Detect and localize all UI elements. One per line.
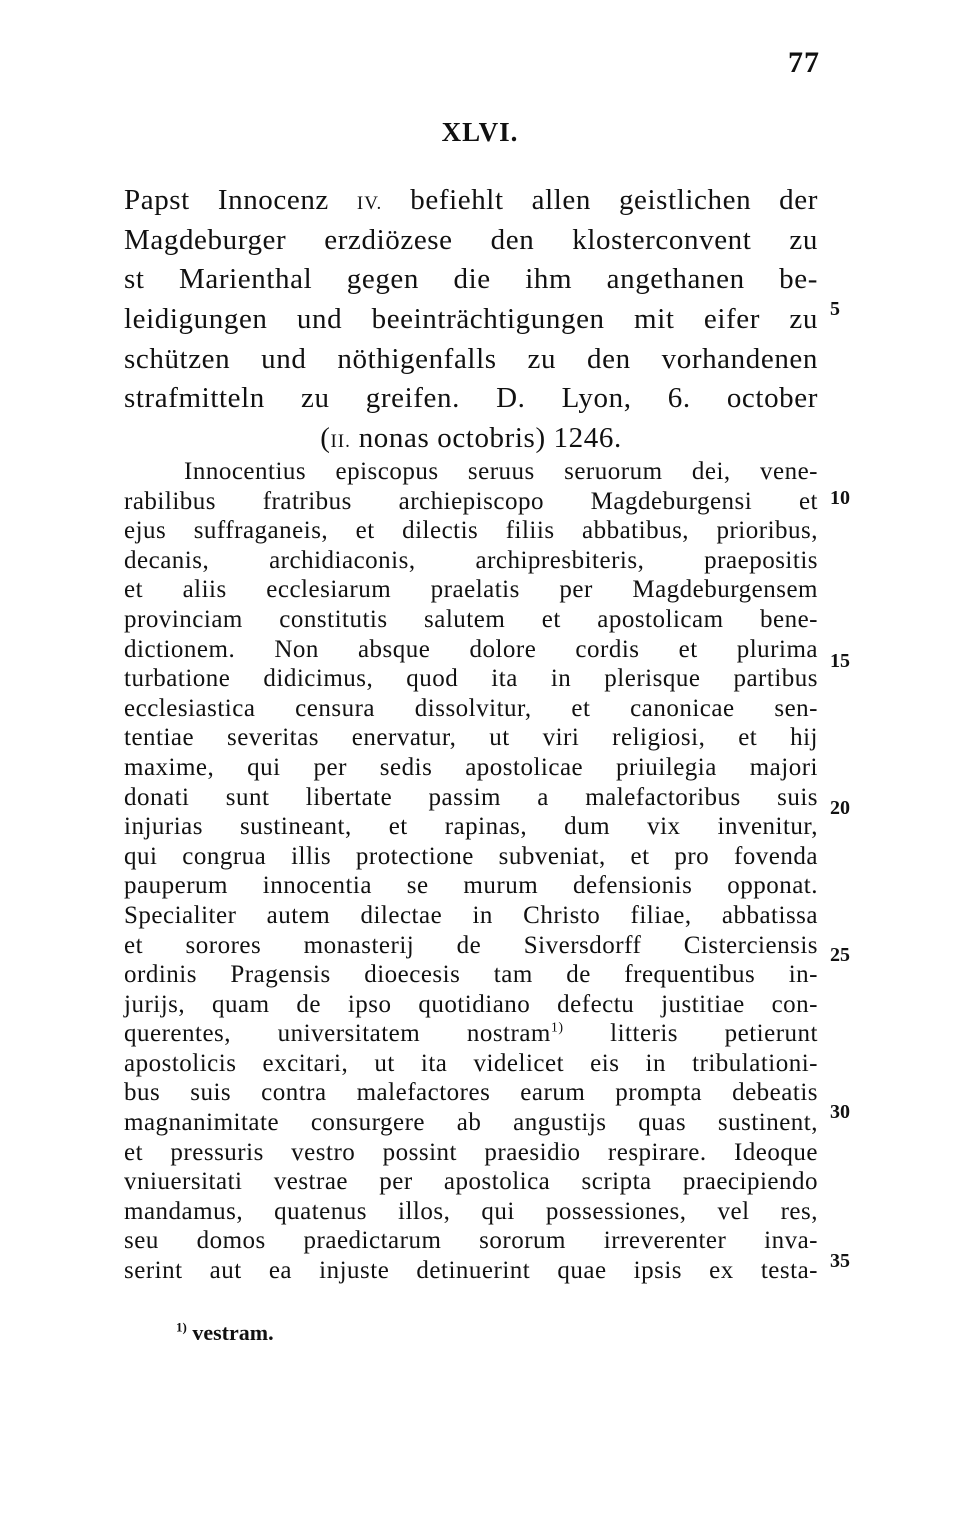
body-line: donati sunt libertate passim a malefactoribus suis	[124, 783, 818, 811]
body-line: pauperum innocentia se murum defensionis opponat.	[124, 872, 818, 900]
body-line: provinciam constitutis salutem et apostolicam bene-	[124, 605, 818, 633]
body-line: mandamus, quatenus illos, qui possessiones, vel res,	[124, 1197, 818, 1225]
body-line: ecclesiastica censura dissolvitur, et canonicae sen-	[124, 694, 818, 722]
summary-line: schützen und nöthigenfalls zu den vorhandenen	[124, 342, 818, 375]
body-line: jurijs, quam de ipso quotidiano defectu justitiae con-	[124, 990, 818, 1018]
line-number-marker: 20	[830, 797, 850, 819]
summary-line: strafmitteln zu greifen. D. Lyon, 6. october	[124, 382, 818, 415]
summary-line: leidigungen und beeinträchtigungen mit eifer zu	[124, 303, 818, 336]
body-line: turbatione didicimus, quod ita in plerisque partibus	[124, 665, 818, 693]
body-line: decanis, archidiaconis, archipresbiteris, praepositis	[124, 546, 818, 574]
body-line: injurias sustineant, et rapinas, dum vix invenitur,	[124, 813, 818, 841]
body-line: Innocentius episcopus seruus seruorum dei, vene-	[184, 458, 818, 485]
body-line: et aliis ecclesiarum praelatis per Magdeburgensem	[124, 576, 818, 604]
line-number-marker: 15	[830, 650, 850, 672]
line-number-marker: 5	[830, 298, 840, 320]
line-number-marker: 10	[830, 487, 850, 509]
summary-line: Magdeburger erzdiözese den klosterconvent zu	[124, 223, 818, 256]
body-line: serint aut ea injuste detinuerint quae ipsis ex testa-	[124, 1257, 818, 1285]
summary-line: st Marienthal gegen die ihm angethanen be-	[124, 263, 818, 296]
body-line: maxime, qui per sedis apostolicae priuilegia majori	[124, 753, 818, 781]
footnote	[176, 1320, 274, 1346]
document-body-text	[124, 457, 818, 1286]
page-number: 77	[788, 46, 820, 79]
body-line: et pressuris vestro possint praesidio respirare. Ideoque	[124, 1138, 818, 1166]
document-number-heading: XLVI.	[441, 117, 519, 147]
body-line: et sorores monasterij de Siversdorff Cisterciensis	[124, 931, 818, 959]
body-line-with-footnote-ref: querentes, universitatem nostram$^{1)}$ litteris petierunt	[124, 1020, 818, 1048]
line-number-marker: 30	[830, 1101, 850, 1123]
body-line: apostolicis excitari, ut ita videlicet eis in tribulationi-	[124, 1049, 818, 1077]
body-line: ejus suffraganeis, et dilectis filiis abbatibus, prioribus,	[124, 517, 818, 545]
body-line: bus suis contra malefactores earum prompta debeatis	[124, 1079, 818, 1107]
document-summary	[124, 181, 818, 459]
footnote-mark: 1)	[176, 1319, 187, 1335]
body-line: seu domos praedictarum sororum irreverenter inva-	[124, 1227, 818, 1255]
body-line: magnanimitate consurgere ab angustijs quas sustinent,	[124, 1109, 818, 1137]
body-line: qui congrua illis protectione subveniat, et pro fovenda	[124, 842, 818, 870]
body-line: rabilibus fratribus archiepiscopo Magdeburgensi et	[124, 487, 818, 515]
body-line: Specialiter autem dilectae in Christo filiae, abbatissa	[124, 901, 818, 929]
body-line: ordinis Pragensis dioecesis tam de frequentibus in-	[124, 961, 818, 989]
body-line: tentiae severitas enervatur, ut viri religiosi, et hij	[124, 724, 818, 752]
footnote-reference: 1)	[550, 1020, 564, 1036]
body-line: dictionem. Non absque dolore cordis et plurima	[124, 635, 818, 663]
line-number-marker: 35	[830, 1250, 850, 1272]
summary-line: Papst Innocenz IV. befiehlt allen geistlichen der	[124, 184, 819, 216]
line-number-marker: 25	[830, 944, 850, 966]
footnote-text: vestram.	[186, 1320, 274, 1345]
summary-line-date: (II. nonas octobris) 1246.	[320, 422, 622, 455]
body-line: vniuersitati vestrae per apostolica scripta praecipiendo	[124, 1168, 818, 1196]
